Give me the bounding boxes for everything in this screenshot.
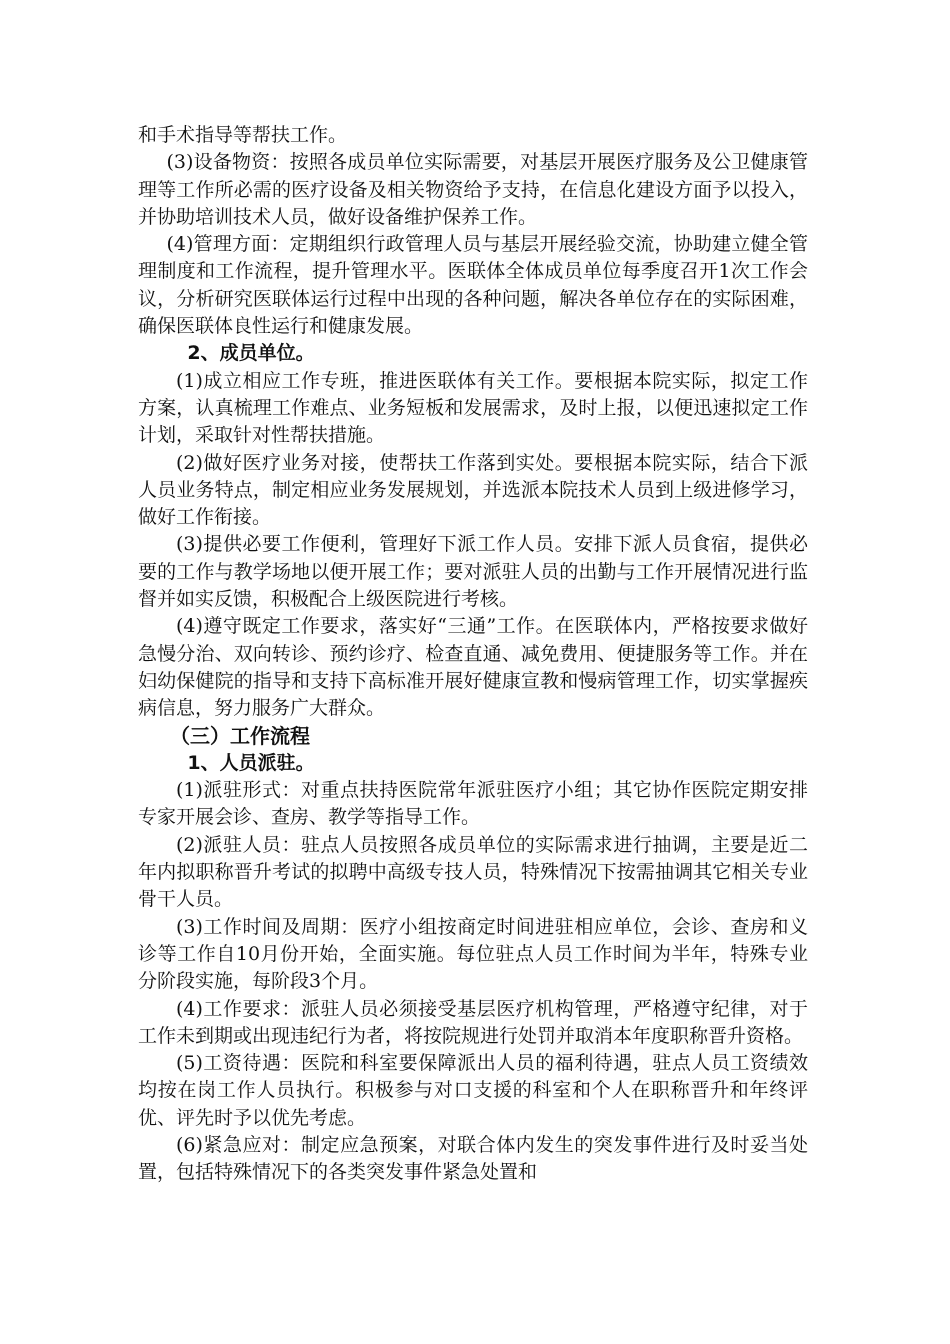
- document-body: [138, 122, 808, 1187]
- paragraph: 和手术指导等帮扶工作。: [138, 124, 348, 146]
- paragraph: (3)提供必要工作便利，管理好下派工作人员。安排下派人员食宿，提供必要的工作与教学场地以便开展工作；要对派驻人员的出勤与工作开展情况进行监督并如实反馈，积极配合上级医院进行考核。: [138, 533, 808, 611]
- subheading: 1、人员派驻。: [187, 751, 315, 774]
- paragraph: (2)做好医疗业务对接，使帮扶工作落到实处。要根据本院实际，结合下派人员业务特点，制定相应业务发展规划，并选派本院技术人员到上级进修学习，做好工作衔接。: [138, 451, 808, 529]
- paragraph: (3)设备物资：按照各成员单位实际需要，对基层开展医疗服务及公卫健康管理等工作所必需的医疗设备及相关物资给予支持，在信息化建设方面予以投入，并协助培训技术人员，做好设备维护保养工作。: [138, 151, 808, 228]
- paragraph: (1)派驻形式：对重点扶持医院常年派驻医疗小组；其它协作医院定期安排专家开展会诊、查房、教学等指导工作。: [138, 779, 808, 829]
- paragraph: (2)派驻人员：驻点人员按照各成员单位的实际需求进行抽调，主要是近二年内拟职称晋升考试的拟聘中高级专技人员，特殊情况下按需抽调其它相关专业骨干人员。: [138, 833, 808, 911]
- paragraph: (6)紧急应对：制定应急预案，对联合体内发生的突发事件进行及时妥当处置，包括特殊情况下的各类突发事件紧急处置和: [138, 1133, 808, 1184]
- paragraph: (3)工作时间及周期：医疗小组按商定时间进驻相应单位，会诊、查房和义诊等工作自10月份开始，全面实施。每位驻点人员工作时间为半年，特殊专业分阶段实施，每阶段3个月。: [138, 915, 808, 993]
- paragraph: (4)管理方面：定期组织行政管理人员与基层开展经验交流，协助建立健全管理制度和工作流程，提升管理水平。医联体全体成员单位每季度召开1次工作会议，分析研究医联体运行过程中出现的各种问题，解决各单位存在的实际困难，确保医联体良性运行和健康发展。: [138, 233, 808, 338]
- paragraph: (1)成立相应工作专班，推进医联体有关工作。要根据本院实际，拟定工作方案，认真梳理工作难点、业务短板和发展需求，及时上报，以便迅速拟定工作计划，采取针对性帮扶措施。: [138, 369, 808, 447]
- paragraph: (4)遵守既定工作要求，落实好“三通”工作。在医联体内，严格按要求做好急慢分治、双向转诊、预约诊疗、检查直通、减免费用、便捷服务等工作。并在妇幼保健院的指导和支持下高标准开展好健康宣教和慢病管理工作，切实掌握疾病信息，努力服务广大群众。: [138, 615, 808, 720]
- paragraph: (4)工作要求：派驻人员必须接受基层医疗机构管理，严格遵守纪律，对于工作未到期或出现违纪行为者，将按院规进行处罚并取消本年度职称晋升资格。: [138, 997, 808, 1047]
- paragraph: (5)工资待遇：医院和科室要保障派出人员的福利待遇，驻点人员工资绩效均按在岗工作人员执行。积极参与对口支援的科室和个人在职称晋升和年终评优、评先时予以优先考虑。: [138, 1052, 808, 1129]
- subheading: 2、成员单位。: [187, 342, 315, 365]
- section-heading: （三）工作流程: [170, 723, 310, 748]
